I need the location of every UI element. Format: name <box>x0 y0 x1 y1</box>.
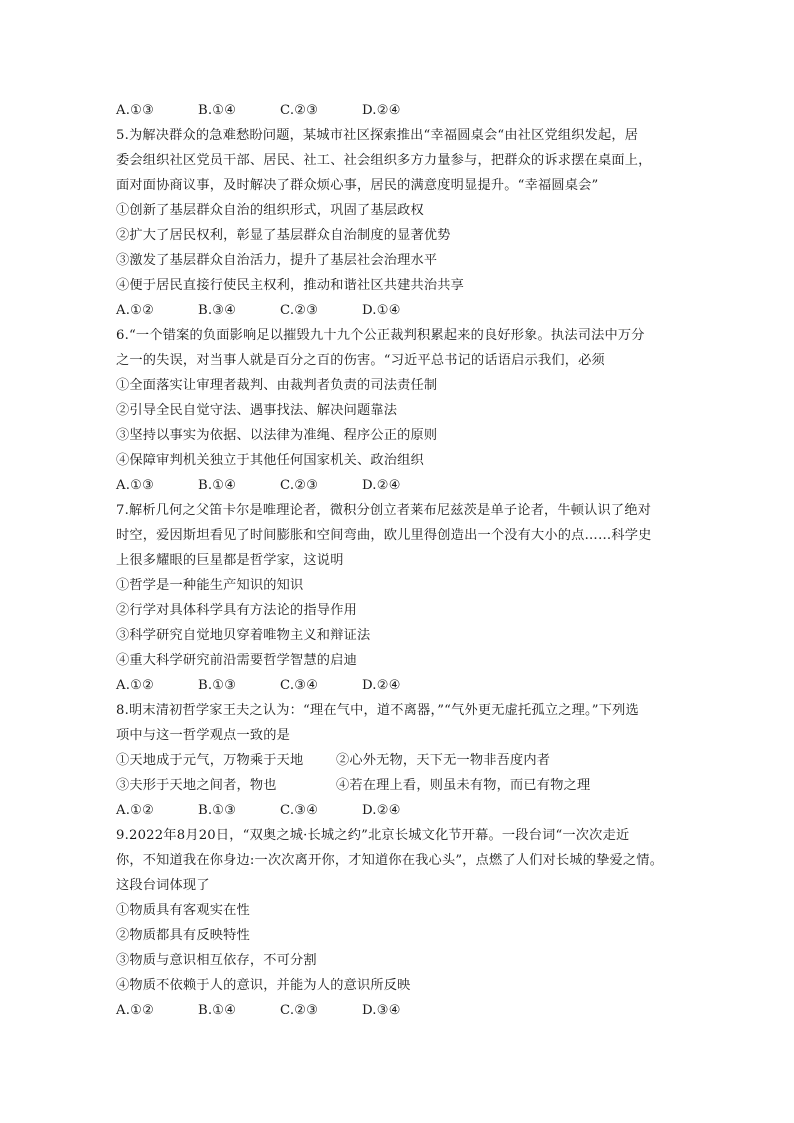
q9-item-2: ②物质都具有反映特性 <box>116 928 250 943</box>
q5-choices <box>116 298 684 323</box>
q4-choice-b: B.①④ <box>198 103 237 118</box>
q7-choice-a: A.①② <box>116 678 155 693</box>
q4-choice-a: A.①③ <box>116 103 155 118</box>
q7-item-1: ①哲学是一种能生产知识的知识 <box>116 578 304 593</box>
exam-page <box>116 98 684 1023</box>
q7-stem-line: 7.解析几何之父笛卡尔是唯理论者，微积分创立者莱布尼兹茨是单子论者，牛顿认识了绝对 <box>116 503 652 518</box>
q7-stem-line: 上很多耀眼的巨星都是哲学家，这说明 <box>116 553 344 568</box>
q9-choice-b: B.①④ <box>198 1003 237 1018</box>
question-6 <box>116 323 684 498</box>
q4-choices <box>116 98 684 123</box>
question-8 <box>116 698 684 823</box>
q5-choice-d: D.①④ <box>362 303 401 318</box>
q9-item-4: ④物质不依赖于人的意识，并能为人的意识所反映 <box>116 978 411 993</box>
q5-stem-line: 委会组织社区党员干部、居民、社工、社会组织多方力量参与，把群众的诉求摆在桌面上， <box>116 153 652 168</box>
q8-choice-d: D.②④ <box>362 803 401 818</box>
q5-item-3: ③激发了基层群众自治活力，提升了基层社会治理水平 <box>116 253 438 268</box>
q6-stem-line: 之一的失误，对当事人就是百分之百的伤害。“习近平总书记的话语启示我们，必须 <box>116 353 605 368</box>
q6-stem-line: 6.“一个错案的负面影响足以摧毁九十九个公正裁判积累起来的良好形象。执法司法中万分 <box>116 328 645 343</box>
q6-choice-c: C.②③ <box>280 478 319 493</box>
q5-stem-line: 面对面协商议事，及时解决了群众烦心事，居民的满意度明显提升。“幸福圆桌会” <box>116 178 599 193</box>
q8-item-1: ①天地成于元气，万物乘于天地 <box>116 753 304 768</box>
q7-stem-line: 时空，爱因斯坦看见了时间膨胀和空间弯曲，欧儿里得创造出一个没有大小的点……科学史 <box>116 528 652 543</box>
q6-choices <box>116 473 684 498</box>
q7-choice-c: C.③④ <box>280 678 319 693</box>
question-9 <box>116 823 684 1023</box>
q8-choice-c: C.③④ <box>280 803 319 818</box>
q6-choice-d: D.②④ <box>362 478 401 493</box>
q9-choice-c: C.②③ <box>280 1003 319 1018</box>
q6-choice-a: A.①③ <box>116 478 155 493</box>
question-5 <box>116 123 684 323</box>
q7-item-3: ③科学研究自觉地贝穿着唯物主义和辩证法 <box>116 628 371 643</box>
q7-choice-b: B.①③ <box>198 678 237 693</box>
q9-item-3: ③物质与意识相互依存，不可分割 <box>116 953 317 968</box>
q5-choice-a: A.①② <box>116 303 155 318</box>
q8-choice-b: B.①③ <box>198 803 237 818</box>
q9-stem-line: 你，不知道我在你身边:一次次离开你，才知道你在我心头”，点燃了人们对长城的挚爱之情。 <box>116 853 664 868</box>
q5-choice-b: B.③④ <box>198 303 237 318</box>
q8-stem-line: 8.明末清初哲学家王夫之认为：“理在气中，道不离器，”“气外更无虚托孤立之理。”下列选 <box>116 703 639 718</box>
q8-choices <box>116 798 684 823</box>
q9-stem-line: 这段台词体现了 <box>116 878 210 893</box>
q9-choice-a: A.①② <box>116 1003 155 1018</box>
q6-item-1: ①全面落实让审理者裁判、由裁判者负责的司法责任制 <box>116 378 438 393</box>
question-7 <box>116 498 684 698</box>
q5-stem-line: 5.为解决群众的急难愁盼问题，某城市社区探索推出“幸福圆桌会“由社区党组织发起，居 <box>116 128 639 143</box>
q5-item-1: ①创新了基层群众自治的组织形式，巩固了基层政权 <box>116 203 424 218</box>
q6-item-2: ②引导全民自觉守法、遇事找法、解决问题靠法 <box>116 403 398 418</box>
q8-item-row <box>116 748 684 773</box>
q8-item-3: ③夫形于天地之间者，物也 <box>116 778 277 793</box>
q6-choice-b: B.①④ <box>198 478 237 493</box>
q6-item-3: ③坚持以事实为依据、以法律为准绳、程序公正的原则 <box>116 428 438 443</box>
q9-choices <box>116 998 684 1023</box>
q8-item-4: ④若在理上看，则虽未有物，而已有物之理 <box>336 778 591 793</box>
q4-choice-c: C.②③ <box>280 103 319 118</box>
q5-choice-c: C.②③ <box>280 303 319 318</box>
q7-choices <box>116 673 684 698</box>
q8-choice-a: A.①② <box>116 803 155 818</box>
q8-item-row <box>116 773 684 798</box>
q4-choice-d: D.②④ <box>362 103 401 118</box>
q8-stem-line: 项中与这一哲学观点一致的是 <box>116 728 291 743</box>
q9-choice-d: D.③④ <box>362 1003 401 1018</box>
q9-item-1: ①物质具有客观实在性 <box>116 903 250 918</box>
q5-item-4: ④便于居民直接行使民主权利，推动和谐社区共建共治共享 <box>116 278 465 293</box>
q5-item-2: ②扩大了居民权利，彰显了基层群众自治制度的显著优势 <box>116 228 451 243</box>
q7-item-2: ②行学对具体科学具有方法论的指导作用 <box>116 603 357 618</box>
q9-stem-line: 9.2022年8月20日，“双奥之城·长城之约”北京长城文化节开幕。一段台词“一次次走近 <box>116 828 630 843</box>
q7-item-4: ④重大科学研究前沿需要哲学智慧的启迪 <box>116 653 357 668</box>
q7-choice-d: D.②④ <box>362 678 401 693</box>
q8-item-2: ②心外无物，天下无一物非吾度内者 <box>336 753 551 768</box>
q6-item-4: ④保障审判机关独立于其他任何国家机关、政治组织 <box>116 453 424 468</box>
